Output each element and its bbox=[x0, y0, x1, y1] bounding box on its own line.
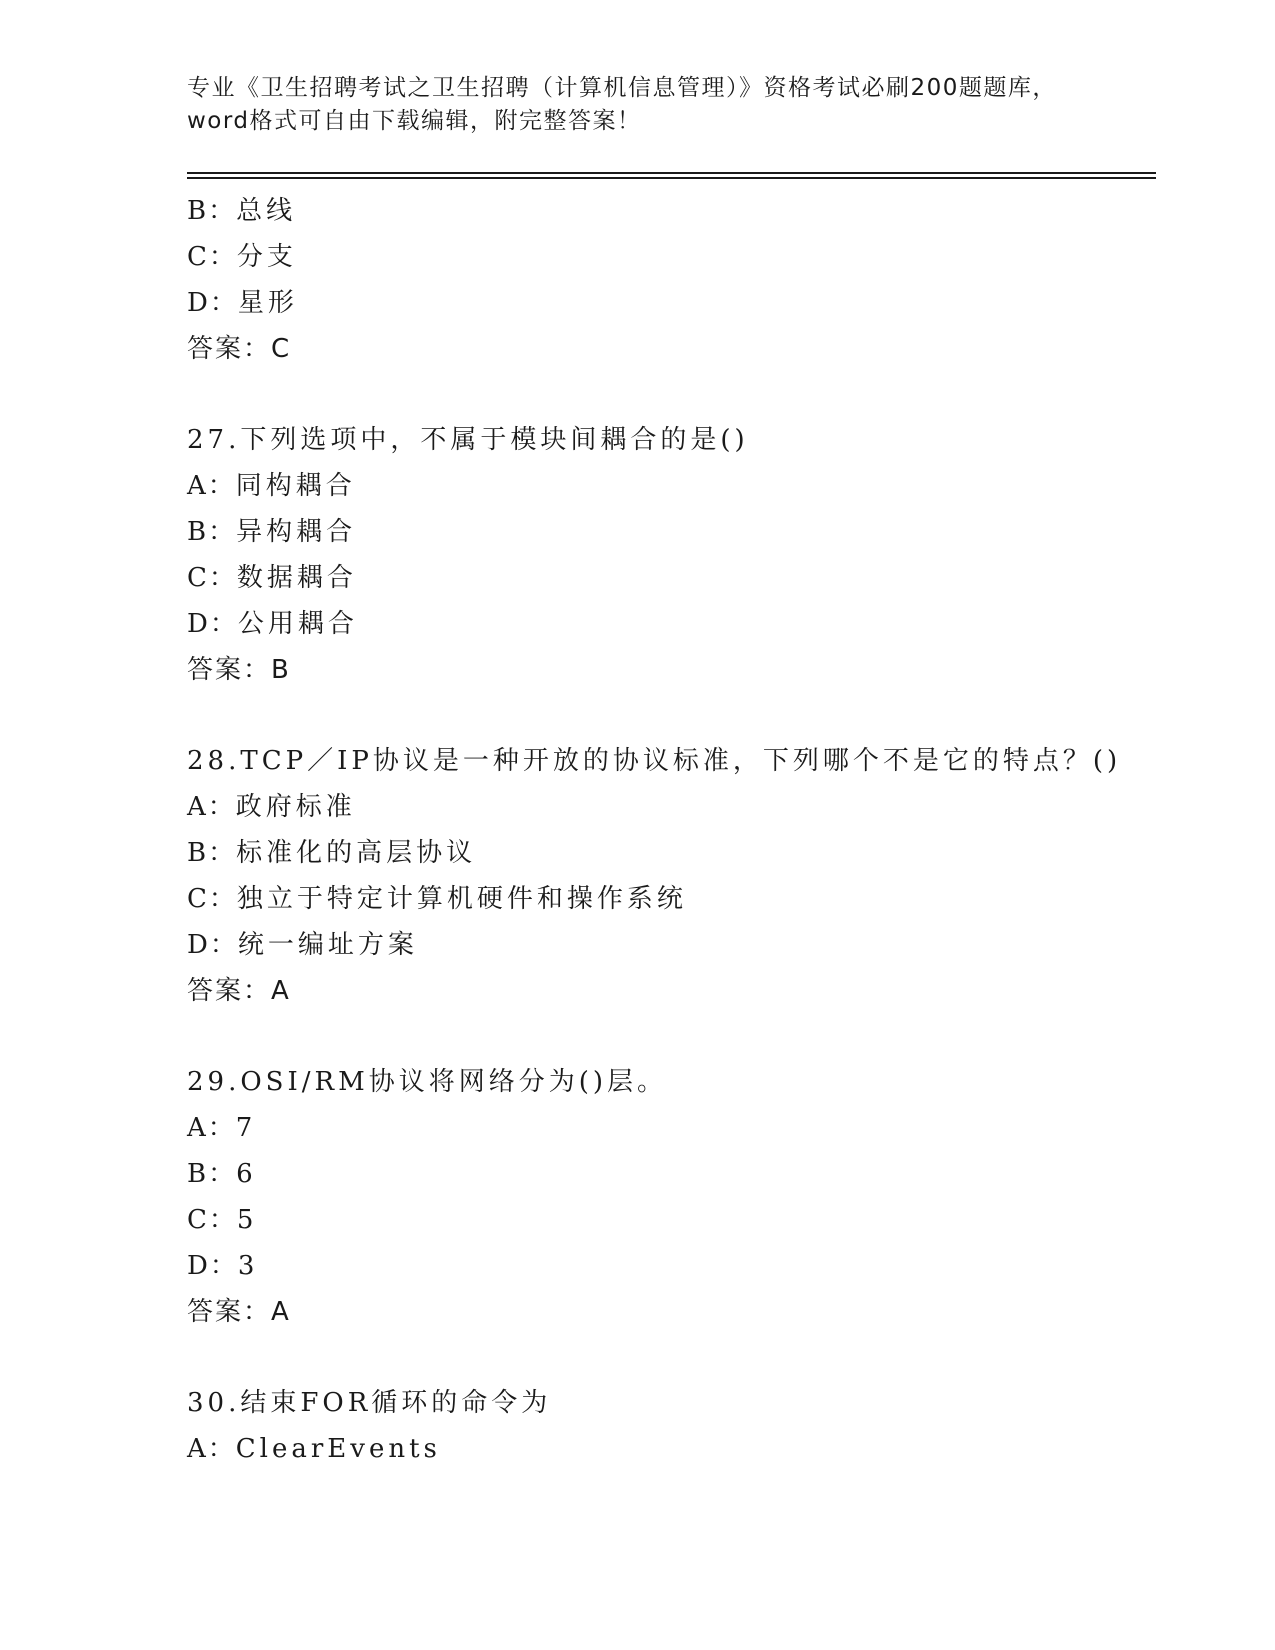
answer-line: 答案：C bbox=[187, 334, 292, 364]
option-label: A： bbox=[187, 1113, 236, 1143]
option-label: B： bbox=[187, 1159, 237, 1189]
option-row bbox=[187, 1105, 1156, 1151]
answer-line: 答案：A bbox=[187, 1297, 291, 1327]
question-title: 28.TCP／IP协议是一种开放的协议标准，下列哪个不是它的特点？() bbox=[187, 746, 1122, 776]
answer-line: 答案：A bbox=[187, 976, 291, 1006]
option-row bbox=[187, 876, 1156, 922]
document-header bbox=[187, 72, 1087, 138]
option-label: B： bbox=[187, 196, 237, 226]
option-text: 政府标准 bbox=[235, 792, 356, 822]
option-label: A： bbox=[187, 792, 236, 822]
option-row bbox=[187, 463, 1156, 509]
header-rule-top bbox=[187, 172, 1156, 174]
option-label: C： bbox=[187, 242, 237, 272]
option-text: 5 bbox=[236, 1205, 258, 1235]
option-label: A： bbox=[187, 471, 236, 501]
option-text: 统一编址方案 bbox=[237, 930, 418, 960]
option-text: 公用耦合 bbox=[237, 609, 358, 639]
option-row bbox=[187, 1243, 1156, 1289]
option-row bbox=[187, 601, 1156, 647]
option-label: B： bbox=[187, 838, 237, 868]
option-text: 标准化的高层协议 bbox=[236, 838, 477, 868]
option-text: 6 bbox=[236, 1159, 257, 1189]
option-text: 星形 bbox=[237, 288, 298, 318]
answer-line: 答案：B bbox=[187, 655, 291, 685]
option-label: D： bbox=[187, 288, 238, 318]
option-text: 异构耦合 bbox=[236, 517, 357, 547]
option-row bbox=[187, 234, 1156, 280]
header-line-2: word格式可自由下载编辑，附完整答案！ bbox=[187, 108, 642, 134]
option-label: A： bbox=[187, 1434, 236, 1464]
header-rule-bottom bbox=[187, 177, 1156, 179]
option-row bbox=[187, 509, 1156, 555]
option-text: 7 bbox=[235, 1113, 257, 1143]
header-line-1: 专业《卫生招聘考试之卫生招聘（计算机信息管理）》资格考试必刷200题题库， bbox=[187, 75, 1057, 101]
option-row bbox=[187, 280, 1156, 326]
option-label: C： bbox=[187, 563, 237, 593]
option-row bbox=[187, 1197, 1156, 1243]
option-text: 分支 bbox=[236, 242, 297, 272]
option-text: 同构耦合 bbox=[235, 471, 356, 501]
option-label: D： bbox=[187, 930, 238, 960]
option-text: 独立于特定计算机硬件和操作系统 bbox=[236, 884, 687, 914]
question-title: 29.OSI/RM协议将网络分为()层。 bbox=[187, 1067, 667, 1097]
option-row bbox=[187, 922, 1156, 968]
option-row bbox=[187, 555, 1156, 601]
question-content bbox=[187, 188, 1156, 1472]
option-label: D： bbox=[187, 609, 238, 639]
option-row bbox=[187, 1151, 1156, 1197]
option-row bbox=[187, 1426, 1156, 1472]
option-text: 数据耦合 bbox=[236, 563, 357, 593]
option-text: 总线 bbox=[236, 196, 297, 226]
option-label: B： bbox=[187, 517, 237, 547]
option-label: C： bbox=[187, 884, 237, 914]
option-text: 3 bbox=[237, 1251, 259, 1281]
option-row bbox=[187, 784, 1156, 830]
question-title: 30.结束FOR循环的命令为 bbox=[187, 1388, 552, 1418]
option-row bbox=[187, 830, 1156, 876]
option-row bbox=[187, 188, 1156, 234]
question-title: 27.下列选项中，不属于模块间耦合的是() bbox=[187, 425, 749, 455]
option-label: D： bbox=[187, 1251, 238, 1281]
option-text: ClearEvents bbox=[235, 1434, 441, 1464]
option-label: C： bbox=[187, 1205, 237, 1235]
